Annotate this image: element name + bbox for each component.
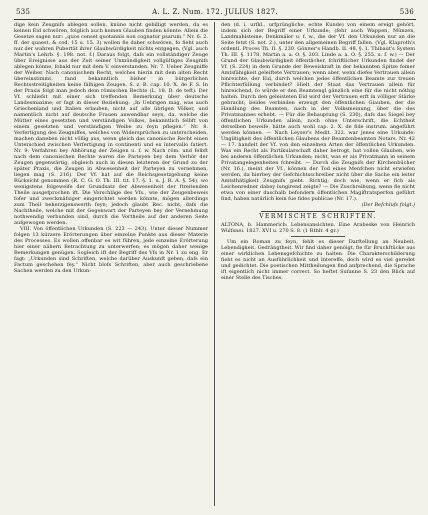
page-header (14, 6, 416, 18)
page-number-left: 535 (16, 8, 31, 16)
entry-rule (291, 236, 345, 237)
continuation-note: (Der Befchlufs folgt.) (361, 202, 415, 208)
header-rule (14, 19, 416, 20)
newspaper-page (14, 6, 416, 506)
section-title: VERMISCHTE SCHRIFTEN. (259, 213, 377, 220)
section-rule-top (261, 211, 375, 212)
review-entry (221, 222, 415, 281)
page-number-right: 536 (399, 8, 414, 16)
left-paragraph-2: VIII. Von öffentlichen Urkunden (S. 223 — 243). Unter dieser Nummer folgen 13 kürzere Erörterungen über einzelne Punkte aus dieser Materie des Processes. Es wollen offenbar es wit führen, jede einzelne Erörterung hier einer nähern Betrachtung zu unterwerfen; es mögen daher wenige Bemerkungen genügen. Sogleich ift der Begriff des Vfs in Nr. 1 zu eng. Er fagt: „Urkunden sind Schriften, welche darüber Auskunft geben, dafs ein Factum geschehen fey.“ Nicht blofs Schriften, aber auch geschriebene Sachen werden zu den Urkun- (14, 226, 208, 274)
entry-paragraph: Um ein Roman zu feyn, fehlt es dieser Darftellung an Neubeit, Lebendigkeit, Gedrängtheit. Wir find daher genöigt, fie für Bruchftücke aus einer wirklichen Lebensgefchichte zu halten. Die Charakterschilderung fieht es nicht an Ausführlichkeit und Intereffe, doch wird es viel geredet und gedichtet. Die poetischen Mittheilungen find anfprechend, die Sprache ift eigentlich nicht immer correct. So heftet Sufanne S. 23 den Blick auf einer Stelle des Tisches. (221, 239, 415, 281)
right-paragraph-1: den (d. i. urfkl., urfprüngliche, echte Kunde) von einem ereigt gehört, indem sich der Begriff einer Urkunde; (fehr auch Wappen, Münzen, Landmahlsteine, Denkmäler u. f. w., die der Vf. den Urkunden nur an die Seite fetzt (S. not. 2.), unter den allgemeinen Begriff fallen. (Vgl. Klaproth's ordentl. Proces Th. II. §. 230. Gönner's Handb. II. 48, §. 1. Thibaut's System Th. III. §. 1178. Martin a. a. O. §. 203. Linde a. a. O. §. 255. u. f. w.) — Der Grund der Glaubwürdigkeit öffentlicher, fchriftlicher Urkunden findet der Vf. (S. 224) in dem Grunde der Beweiskraft in der bekannten Spitze feiner Amtsfähigkeit geleiftete Vertrauen; wenn aber, wenn diefes Vertrauen allein hinreichte, der Eid, durch welchen jedes öffentlichen Beamte zur treuen Pflichterfüllung verbindet? Hielt der Staat das Vertrauen allein für hinreichend, fo würde er den Beamtengl gänzlich eine für die nicht nöthig halten. Durch den geleisteten Eid wird der Vertrauen erft in völliger Stärke gebracht; beides verbinden erzeugt den öffentlichen Glauben, der die Handlung des Beamten, nach in der Volksmeinung, über die des Privatmannes erhebt. — Für die Behauptung (S. 230), dafs das Siegel bey öffentlichen Urkunden allein, noch ohne Unterschrift, die Echtheit derselben beweife, hätte auch wohl cap. 2. X. de fide instrum. angeführt werden können. — Nach Leyser's Medit. 322. war jenes eine Urkunde: Ungiltigkeit des öffentlichen Glaubens der Beamtenbeamten Notars. Nr. 42 — 17. handelt der Vf. von den einzelnen Arten der öffentlichen Urkunden. Was ein Recht als Partikularschaft daher betrogt, hat vollen Glauben, wie bei anderen öffentlichen Urkunden; nicht, was er als Privatmann in seinem Privatangelegenheiten fchreibt. — Durch die Zeugnifs der Kirchenbücher (Nr. 16.), meint der Vf., können der Tod eines Menfchen nicht erwiefen werden, da hierbey der Gefchichtsschreiber nicht über die Sache ein leiter Amtsthätigkeit Zeugnifs giebt. Richtig; doch wie, wenn er fich als Leichenredner dabey lungirend zeigte? — Die Zuschreibung, wenn fie nicht etwa von einer daschalb befondern öffentlichen Magiftratsperfon geführt find, haben natürlich kein fue fides publicae (Nr. 17.). (221, 22, 415, 202)
left-column (14, 22, 208, 506)
entry-heading: ALTONA, b. Hammerich: Lebensansichten. Eine Arabeske von Heinrich Wülfsnei. 1827. XVI u. 270 S. 8. (1 Rthlr. 4 gr.) (221, 222, 415, 234)
left-paragraph-1: dige kein Zeugnifs ablegen sollen, knüne nicht gebilligt werden, da es keinen Eid schwören, folglich auch keinen Glauben finden könnte. Allein die Gesetze sagen nur: „quos censet quotannis non cognatur psarum.“ Nr. 6: 2. ff. der quaest. & cod. 15 u. 15. 3) wollen fie daher schwören, fo fieht auch nur der wahren Pubertät ihrer Glaubwürdigkeit nichts entgegen, (Vgl. auch Martin's Lehrb. §. 198. not. f.) Daraus folgt, dafs ein vollständiger Zeuge über Ereignisse aus der Zeit seiner Unmündigkeit vollgültiges Zeugnifs ablegen könne, fobald nur mit dem V. einverstanden. Nr. 7. Ueber Zeugniffe der Weiber. Nach canonischem Recht, welches hierin mit dem alten Recht übereinstimmt, fand bekanntlich bisher in bürgerlichen Rechtsstreitigkeiten keine fälhigen Zeugen. S. z. B. cap. 10. X. de F. S. In der Praxis folgt man jedoch dem römischen Rechte (L. 18. D. de teft). Der Vf. schliefst mit einer sich treffenden Bemerkung über deutsche Landesmaxime; er fagt in dieser Beziehung: „In Uebrigen mag, was auch Griechenland und Italien erlauben, nicht auf alle übrigen Völker, und namentlich nicht auf deutsche Frauen anwendbar seyn, da, welche die Mütter eines gesetzten und verständigen Volkes, bekanntlich felbft von einem gesetzten und verständigen Weibe zu feyn pflegen.“ Nr. 8. Verfertigung des Zeugniffes, welches von Widersprüchen zu unterscheiden, machen daneben nicht völlig aus, wenn gleich das canonische Recht einen Unterschied zwischen Verfertigung in continenti und ex intervallo fatiert. Nr. 9. Verfahren bey Abhörung der Zeugen u. f. w. Nach röm. und felbft nach dem canonischen Rechte waren die Parteyen bey dem Verhör der Zeugen gegenwärtig, obgleich auch in diesen letzteren der Grund zu der später Praxis, die Zeugen in Abwesenheit der Parteyen zu vernehmen, liegen mag (S. 216). Der Vf. hat auf die Reichsgesetzgebung keine Rücksicht genommen (R. C. G. O. Th. III. tit. 17. §. 1. u. J. R. A. §. 54), wo wenigstens folgeweife der Grundsatz der Abwesenheit der ftreitenden Theile ausgefprochen ift. Die Vorschläge des Vfs., wie der Zeugenbeweis fofer und zweckmäfsiger eingerichtet werden könnte, mögen allerdings zum Theil beherzigenswerth feyn; jedoch glaubt Rec. nicht, dafs die Nachtheile, welche mit der Gegenwart der Parteyen bey der Vernehmung nothwendig verbunden sind, durch die Vortheile auf der anderen Seite aufgewogen werden. (14, 22, 208, 226)
column-divider (214, 22, 215, 506)
right-column (221, 22, 415, 506)
running-title: A. L. Z. Num. 172. JULIUS 1827. (152, 8, 278, 16)
